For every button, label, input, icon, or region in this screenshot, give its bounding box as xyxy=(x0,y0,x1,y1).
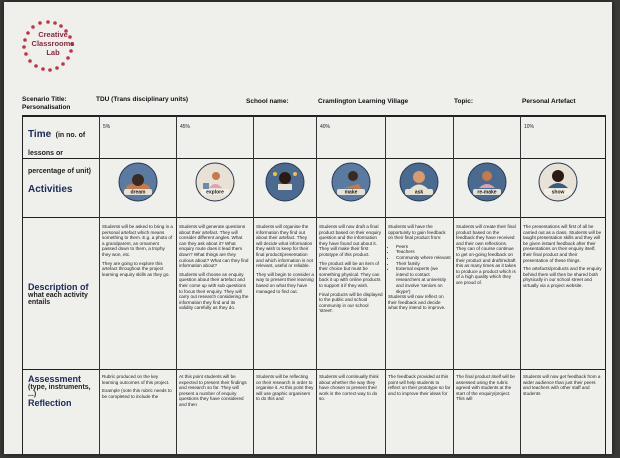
list-item: • Teachers xyxy=(396,249,451,255)
feedback-sources-list xyxy=(388,244,451,294)
description-ask xyxy=(388,224,451,314)
explorer-icon xyxy=(195,162,235,202)
school-name-value: Cramlington Learning Village xyxy=(318,98,409,105)
dreamer-icon xyxy=(118,162,158,202)
description-text: Students will choose an enquiry question about their artefact and their come up with sub questions to focus their enquiry. They will carry out research considering the information they find and its validity carefully as they do. xyxy=(179,271,249,311)
plan-table xyxy=(22,115,606,454)
description-make xyxy=(319,224,383,317)
description-text: Students will generate questions about their artefact. They will consider different angles. What can they ask about it? What enquiry route does it lead them down? What things are they curious about? What can they find information about? xyxy=(179,224,249,269)
description-explore xyxy=(179,224,250,314)
assessment-dream xyxy=(102,374,173,399)
assessment-text: Rubric produced on the key learning outcomes of this project. xyxy=(102,374,170,385)
description-row-label xyxy=(28,282,96,306)
assessment-sub-label: (type, instruments, ...) xyxy=(28,384,91,398)
logo-text xyxy=(28,30,78,57)
activity-label-re-make: re-make xyxy=(477,189,497,196)
topic-value: Personal Artefact xyxy=(522,98,576,105)
mapper-icon xyxy=(265,162,305,202)
assessment-ask: The feedback provided at this point will help students to reflect on their prototype so far and to improve their ideas for xyxy=(388,374,451,396)
logo-line-2: Classrooms xyxy=(31,39,75,48)
list-item: • Community where relevant xyxy=(396,255,451,261)
time-label: Time xyxy=(28,129,52,140)
activity-label-ask: ask xyxy=(414,189,424,196)
tdu-label: TDU (Trans disciplinary units) xyxy=(96,96,189,103)
assessment-row-label xyxy=(28,374,96,408)
activity-label-dream: dream xyxy=(130,189,146,196)
assessment-map: Students will be reflecting on their research in order to organise it. At this point they will use graphic organisers to do this and xyxy=(256,374,314,402)
description-text: Students will have the opportunity to gain feedback on their final product from: xyxy=(388,224,446,241)
activity-label-make: make xyxy=(344,189,358,196)
assessment-label: Assessment xyxy=(28,374,82,384)
description-text: Final products will be displayed to the public and school community in our school 'street'. xyxy=(319,291,383,314)
maker-icon xyxy=(331,162,371,202)
time-dream: 5% xyxy=(103,124,111,130)
description-text: Students will now draft a final product based on their enquiry question and the information they have found out about it. They will make their first prototype of this product. xyxy=(319,224,382,257)
list-item: • Peers xyxy=(396,244,451,250)
list-item: • External experts (we intend to contact researchers at university and involve 'seniors on skype') xyxy=(396,266,451,294)
description-label: Description of xyxy=(28,282,89,292)
assessment-explore: At this point students will be expected to present their findings and research so far. They will present a number of enquiry questions they have considered and then xyxy=(179,374,247,407)
time-show: 10% xyxy=(524,124,535,130)
description-dream xyxy=(102,224,173,280)
description-text: Students will now reflect on their feedback and decide what they intend to improve. xyxy=(388,294,446,311)
time-row-label xyxy=(28,124,96,178)
description-text: Students will organise the information they find out about their artefact. They will decide what information they wish to keep for their final product/presentation and which information is not relevant, useful or reliable. xyxy=(256,224,313,269)
description-text: Students will create their final product based on the feedback they have received and their own reflections. They can of course continue to get on-going feedback on their product and draft/redraft this as many times as it takes to produce a product which is of a high quality which they are proud of. xyxy=(456,224,516,285)
logo-line-3: Lab xyxy=(46,48,60,57)
assessment-text: Example (note this rubric needs to be completed to include the xyxy=(102,388,172,399)
logo-line-1: Creative xyxy=(38,30,68,39)
description-sub-label: what each activity entails xyxy=(28,292,88,306)
description-text: The artefacts/products and the enquiry behind them will then be shared both physically in our school street and virtually via a project website. xyxy=(523,266,602,288)
description-text: They will begin to consider a way to present their learning based on what they have managed to find out. xyxy=(256,271,314,294)
document-sheet xyxy=(4,2,612,454)
time-sub-label: (in no. of lessons or percentage of unit) xyxy=(28,132,92,175)
activities-row-label: Activities xyxy=(28,184,73,195)
presenter-icon xyxy=(538,162,578,202)
scenario-label: Scenario Title: xyxy=(22,96,67,103)
description-text: They are going to explore this artefact throughout the project learning enquiry skills as they go. xyxy=(102,260,170,277)
topic-label: Topic: xyxy=(454,98,474,105)
school-name-label: School name: xyxy=(246,98,289,105)
description-show xyxy=(523,224,603,292)
description-text: The presentations will first of all be carried out as a class. Students will be taught presentation skills and they will be given instant feedback after their presentations on their enquiry itself, their final product and their presentation of these things. xyxy=(523,224,602,263)
list-item: • Their family xyxy=(396,261,451,267)
assessment-make: Students will continually think about whether the way they have chosen to present their work is the correct way to do so. xyxy=(319,374,379,402)
description-map xyxy=(256,224,314,297)
scenario-value: Personalisation xyxy=(22,104,71,111)
assessment-show: Students will now get feedback from a wider audience than just their peers and teachers with other staff and students xyxy=(523,374,601,396)
scenario-title xyxy=(22,96,70,112)
activity-label-explore: explore xyxy=(206,189,224,196)
asker-icon xyxy=(399,162,439,202)
description-text: The product will be an item of their choice but must be something physical. They can back it up with online products to support it if they wish. xyxy=(319,260,381,288)
description-re-make xyxy=(456,224,518,289)
assessment-re-make: The final product itself will be assessed using the rubric agreed with students at the start of the enquiry/project. This will xyxy=(456,374,515,402)
description-text: Students will be asked to bring in a personal artefact which means something to them. E.g. a photo of a grandparent, an ornament passed down to them, a trophy they won, etc. xyxy=(102,224,173,257)
remaker-icon xyxy=(467,162,507,202)
time-make: 40% xyxy=(320,124,331,130)
activity-label-show: show xyxy=(551,189,565,196)
time-explore: 45% xyxy=(180,124,191,130)
reflection-label: Reflection xyxy=(28,398,72,408)
